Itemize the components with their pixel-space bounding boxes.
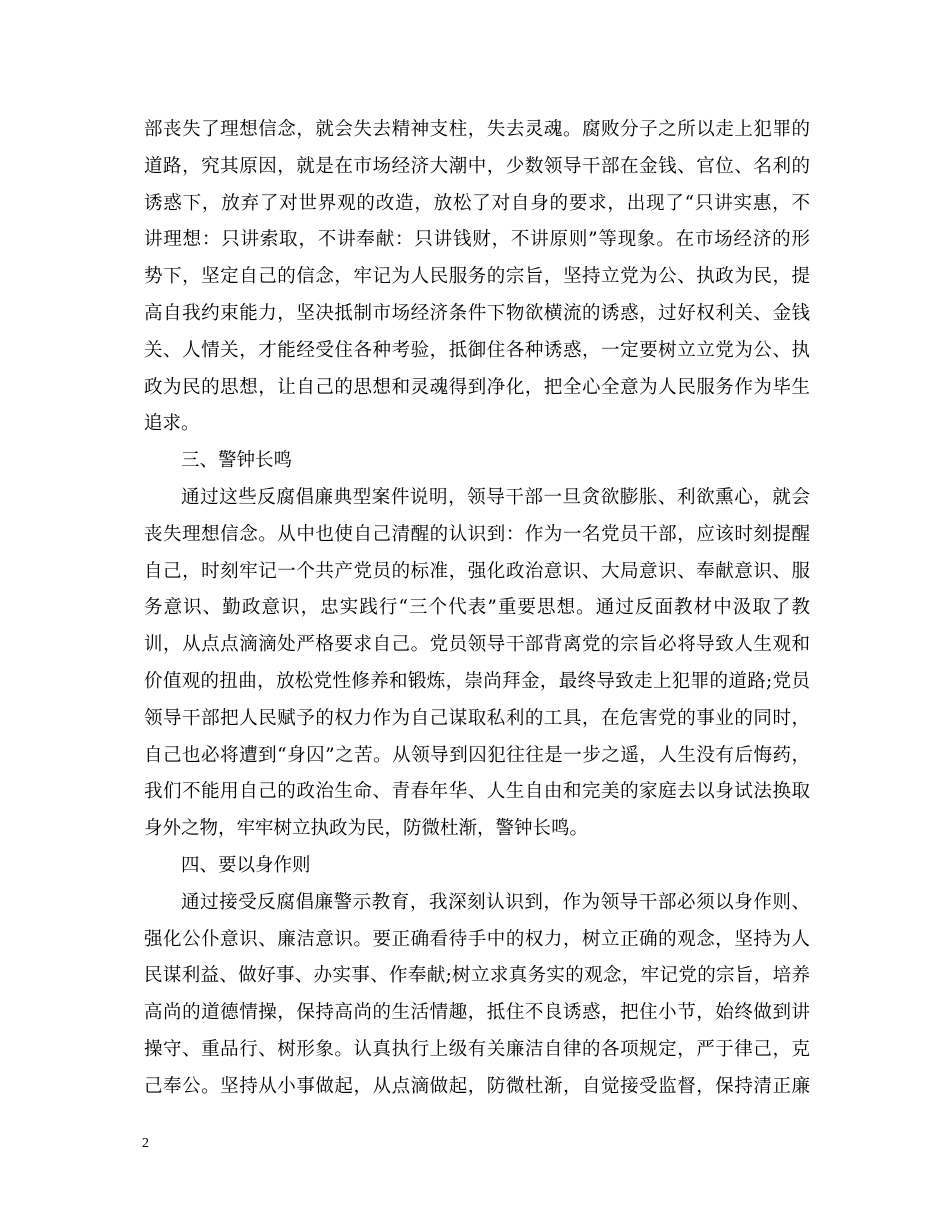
text-line: 我们不能用自己的政治生命、青春年华、人生自由和完美的家庭去以身试法换取 [144,781,810,803]
text-line: 自己也必将遭到“身囚”之苦。从领导到囚犯往往是一步之遥，人生没有后悔药， [144,744,810,766]
text-line: 自己，时刻牢记一个共产党员的标准，强化政治意识、大局意识、奉献意识、服 [144,560,810,582]
text-line: 诱惑下，放弃了对世界观的改造，放松了对自身的要求，出现了“只讲实惠，不 [144,192,810,214]
text-line: 追求。 [144,413,200,435]
text-line: 讲理想：只讲索取，不讲奉献：只讲钱财，不讲原则”等现象。在市场经济的形 [144,229,810,251]
text-line: 操守、重品行、树形象。认真执行上级有关廉洁自律的各项规定，严于律己，克 [144,1038,810,1060]
text-line: 关、人情关，才能经受住各种考验，抵御住各种诱惑，一定要树立立党为公、执 [144,339,810,361]
text-line: 势下，坚定自己的信念，牢记为人民服务的宗旨，坚持立党为公、执政为民，提 [144,266,810,288]
text-line: 领导干部把人民赋予的权力作为自己谋取私利的工具，在危害党的事业的同时， [144,707,810,729]
text-line: 强化公仆意识、廉洁意识。要正确看待手中的权力，树立正确的观念，坚持为人 [144,928,810,950]
text-line: 通过接受反腐倡廉警示教育，我深刻认识到，作为领导干部必须以身作则、 [181,891,810,913]
text-line: 丧失理想信念。从中也使自己清醒的认识到：作为一名党员干部，应该时刻提醒 [144,523,810,545]
text-line: 身外之物，牢牢树立执政为民，防微杜渐，警钟长鸣。 [144,818,589,840]
text-line: 政为民的思想，让自己的思想和灵魂得到净化，把全心全意为人民服务作为毕生 [144,376,810,398]
section-heading: 四、要以身作则 [181,854,311,876]
section-heading: 三、警钟长鸣 [181,450,293,472]
text-line: 务意识、勤政意识，忠实践行“三个代表”重要思想。通过反面教材中汲取了教 [144,597,810,619]
text-line: 己奉公。坚持从小事做起，从点滴做起，防微杜渐，自觉接受监督，保持清正廉 [144,1075,810,1097]
text-line: 道路，究其原因，就是在市场经济大潮中，少数领导干部在金钱、官位、名利的 [144,155,810,177]
text-line: 高自我约束能力，坚决抵制市场经济条件下物欲横流的诱惑，过好权利关、金钱 [144,302,810,324]
text-line: 部丧失了理想信念，就会失去精神支柱，失去灵魂。腐败分子之所以走上犯罪的 [144,119,810,140]
page-number: 2 [142,1136,149,1151]
text-line: 通过这些反腐倡廉典型案件说明，领导干部一旦贪欲膨胀、利欲熏心，就会 [181,486,810,508]
text-line: 价值观的扭曲，放松党性修养和锻炼，崇尚拜金，最终导致走上犯罪的道路;党员 [144,670,810,692]
text-line: 训，从点点滴滴处严格要求自己。党员领导干部背离党的宗旨必将导致人生观和 [144,634,810,656]
text-line: 民谋利益、做好事、办实事、作奉献;树立求真务实的观念，牢记党的宗旨，培养 [144,965,810,987]
document-body [144,112,810,1106]
text-line: 高尚的道德情操，保持高尚的生活情趣，抵住不良诱惑，把住小节，始终做到讲 [144,1002,810,1024]
